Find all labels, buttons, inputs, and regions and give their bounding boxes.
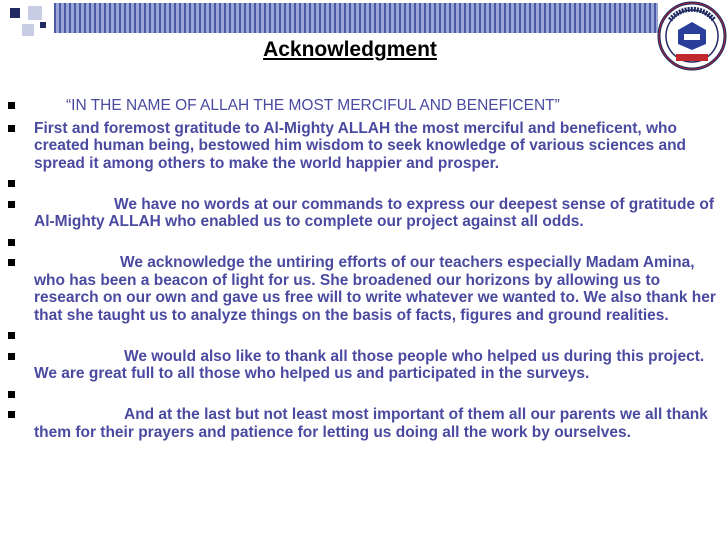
bullet-icon <box>8 411 15 418</box>
bullet-item <box>0 175 728 193</box>
bullet-icon <box>8 102 15 109</box>
bullet-item <box>0 120 728 173</box>
decor-square <box>22 24 34 36</box>
bullet-icon <box>8 391 15 398</box>
bullet-icon <box>8 125 15 132</box>
bullet-text: We have no words at our commands to express our deepest sense of gratitude of Al-Mighty ALLAH who enabled us to complete our project against all odds. <box>34 195 715 230</box>
bullet-text: First and foremost gratitude to Al-Mighty ALLAH the most merciful and beneficent, who created human being, bestowed him wisdom to seek knowledge of various sciences and spread it among others to make the world happier and prosper. <box>34 119 687 172</box>
bullet-text: We would also like to thank all those people who helped us during this project. We are great full to all those who helped us and participated in the surveys. <box>34 347 705 382</box>
bullet-item <box>0 196 728 231</box>
bullet-item <box>0 234 728 252</box>
decor-square <box>28 6 42 20</box>
bullet-icon <box>8 353 15 360</box>
acknowledgment-list <box>0 97 728 444</box>
bullet-text: “IN THE NAME OF ALLAH THE MOST MERCIFUL AND BENEFICENT” <box>66 97 560 114</box>
bullet-item <box>0 254 728 324</box>
decor-square <box>40 22 46 28</box>
bullet-icon <box>8 259 15 266</box>
bullet-item <box>0 97 728 115</box>
bullet-text: We acknowledge the untiring efforts of our teachers especially Madam Amina, who has been a beacon of light for us. She broadened our horizons by allowing us to research on our own and gave us free will to write whatever we wanted to. We also thank her that she taught us to analyze things on the basis of facts, figures and ground realities. <box>34 254 716 324</box>
bullet-item <box>0 348 728 383</box>
bullet-icon <box>8 180 15 187</box>
bullet-text: And at the last but not least most important of them all our parents we all thank them for their prayers and patience for letting us doing all the work by ourselves. <box>34 406 708 441</box>
bullet-icon <box>8 332 15 339</box>
decor-square <box>10 8 20 18</box>
bullet-item <box>0 327 728 345</box>
bullet-icon <box>8 239 15 246</box>
bullet-item <box>0 386 728 404</box>
bullet-item <box>0 406 728 441</box>
bullet-icon <box>8 201 15 208</box>
header-stripe-band <box>54 3 658 33</box>
slide-title: Acknowledgment <box>263 38 437 61</box>
